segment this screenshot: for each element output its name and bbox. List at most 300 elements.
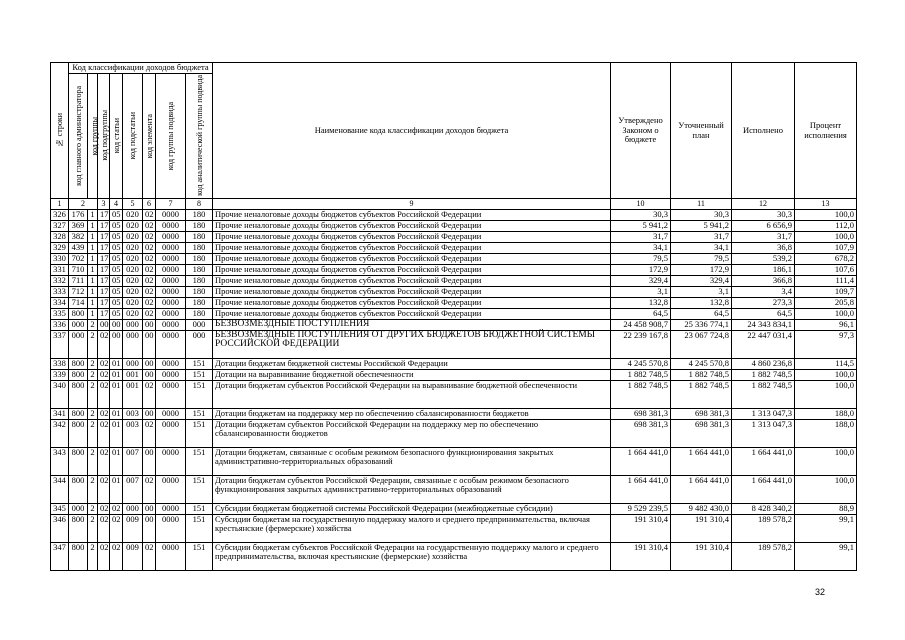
subtype-group-cell: 0000 [156,408,186,419]
subgroup-code-cell: 02 [98,447,110,475]
analytic-group-cell: 180 [186,231,213,242]
approved-amount-cell: 64,5 [611,308,671,319]
analytic-group-cell: 180 [186,275,213,286]
group-code-cell: 1 [88,308,98,319]
analytic-group-cell: 151 [186,380,213,408]
group-code-cell: 2 [88,369,98,380]
percent-cell: 112,0 [795,220,857,231]
subgroup-code-cell: 02 [98,503,110,514]
budget-income-table-page [50,62,856,571]
approved-amount-cell: 1 664 441,0 [611,475,671,503]
income-name-cell: Субсидии бюджетам субъектов Российской Федерации на государственную поддержку малого и среднего предпринимательства, включая крестьянские (фермерские) хозяйства [213,542,611,570]
revised-amount-cell: 64,5 [671,308,732,319]
table-row [51,503,857,514]
subtype-group-cell: 0000 [156,369,186,380]
row-number-cell: 333 [51,286,69,297]
analytic-group-cell: 180 [186,242,213,253]
row-number-cell: 328 [51,231,69,242]
row-number-cell: 347 [51,542,69,570]
percent-cell: 111,4 [795,275,857,286]
budget-income-table [50,62,857,571]
revised-amount-cell: 329,4 [671,275,732,286]
revised-amount-cell: 1 882 748,5 [671,369,732,380]
admin-code-cell: 710 [69,264,88,275]
article-code-cell: 01 [110,419,123,447]
subtype-group-cell: 0000 [156,220,186,231]
approved-amount-cell: 191 310,4 [611,542,671,570]
subtype-group-cell: 0000 [156,242,186,253]
article-code-cell: 05 [110,242,123,253]
approved-amount-cell: 191 310,4 [611,514,671,542]
percent-cell: 100,0 [795,475,857,503]
row-number-cell: 335 [51,308,69,319]
article-code-cell: 01 [110,475,123,503]
group-code-cell: 1 [88,275,98,286]
table-row [51,447,857,475]
table-row [51,419,857,447]
element-code-cell: 02 [143,308,156,319]
executed-amount-cell: 30,3 [732,209,795,220]
article-code-cell: 01 [110,358,123,369]
group-code-cell: 1 [88,297,98,308]
group-code-cell: 2 [88,542,98,570]
element-code-cell: 02 [143,275,156,286]
column-number: 1 [51,199,69,210]
revised-amount-cell: 23 067 724,8 [671,330,732,358]
column-number: 3 [98,199,110,210]
table-row [51,319,857,330]
article-code-cell: 05 [110,297,123,308]
article-code-cell: 02 [110,503,123,514]
admin-code-cell: 800 [69,514,88,542]
subgroup-code-cell: 02 [98,358,110,369]
element-code-cell: 02 [143,380,156,408]
element-code-cell: 00 [143,358,156,369]
table-row [51,542,857,570]
revised-amount-cell: 132,8 [671,297,732,308]
admin-code-cell: 176 [69,209,88,220]
percent-cell: 99,1 [795,542,857,570]
revised-amount-cell: 34,1 [671,242,732,253]
revised-amount-cell: 4 245 570,8 [671,358,732,369]
income-name-cell: Прочие неналоговые доходы бюджетов субъектов Российской Федерации [213,297,611,308]
percent-cell: 97,3 [795,330,857,358]
executed-amount-cell: 186,1 [732,264,795,275]
element-code-cell: 00 [143,330,156,358]
subgroup-code-cell: 02 [98,542,110,570]
column-number: 5 [123,199,143,210]
percent-cell: 100,0 [795,380,857,408]
subtype-group-cell: 0000 [156,514,186,542]
group-code-cell: 2 [88,330,98,358]
analytic-group-cell: 000 [186,319,213,330]
group-code-cell: 1 [88,220,98,231]
subgroup-code-cell: 17 [98,275,110,286]
table-row [51,286,857,297]
executed-amount-cell: 1 664 441,0 [732,475,795,503]
admin-code-cell: 800 [69,419,88,447]
revised-amount-cell: 30,3 [671,209,732,220]
analytic-group-cell: 151 [186,419,213,447]
subtype-group-cell: 0000 [156,447,186,475]
approved-header: Утверждено Законом о бюджете [611,63,671,199]
executed-amount-cell: 1 664 441,0 [732,447,795,475]
analytic-group-cell: 000 [186,330,213,358]
subtype-group-cell: 0000 [156,380,186,408]
admin-code-cell: 369 [69,220,88,231]
revised-amount-cell: 3,1 [671,286,732,297]
article-code-cell: 05 [110,253,123,264]
table-row [51,380,857,408]
executed-header: Исполнено [732,63,795,199]
row-number-cell: 346 [51,514,69,542]
percent-cell: 114,5 [795,358,857,369]
subtype-group-cell: 0000 [156,231,186,242]
executed-amount-cell: 24 343 834,1 [732,319,795,330]
row-number-cell: 338 [51,358,69,369]
table-row [51,242,857,253]
admin-code-cell: 712 [69,286,88,297]
table-row [51,358,857,369]
table-row [51,369,857,380]
group-code-cell: 2 [88,419,98,447]
subgroup-code-cell: 17 [98,209,110,220]
subgroup-code-cell: 17 [98,308,110,319]
analytic-group-cell: 180 [186,220,213,231]
subtype-group-cell: 0000 [156,264,186,275]
table-row [51,253,857,264]
percent-cell: 678,2 [795,253,857,264]
article-code-cell: 01 [110,369,123,380]
revised-amount-cell: 1 882 748,5 [671,380,732,408]
group-code-cell: 1 [88,264,98,275]
page-number: 32 [815,587,826,597]
revised-amount-cell: 1 664 441,0 [671,475,732,503]
subarticle-code-cell: 000 [123,319,143,330]
executed-amount-cell: 366,8 [732,275,795,286]
column-number: 9 [213,199,611,210]
approved-amount-cell: 3,1 [611,286,671,297]
element-code-cell: 02 [143,264,156,275]
row-number-cell: 327 [51,220,69,231]
subgroup-code-cell: 17 [98,220,110,231]
element-code-cell: 02 [143,242,156,253]
approved-amount-cell: 9 529 239,5 [611,503,671,514]
column-number-row [51,199,857,210]
percent-cell: 188,0 [795,408,857,419]
subgroup-code-cell: 17 [98,286,110,297]
percent-cell: 205,8 [795,297,857,308]
approved-amount-cell: 5 941,2 [611,220,671,231]
income-name-cell: Дотации бюджетам субъектов Российской Федерации на выравнивание бюджетной обеспеченности [213,380,611,408]
subarticle-code-cell: 000 [123,330,143,358]
subtype-group-cell: 0000 [156,358,186,369]
admin-code-cell: 000 [69,319,88,330]
subtype-group-cell: 0000 [156,275,186,286]
article-code-cell: 02 [110,514,123,542]
row-number-cell: 342 [51,419,69,447]
analytic-group-header: код аналитической группы подвида [186,73,213,199]
subgroup-code-cell: 17 [98,297,110,308]
income-name-cell: БЕЗВОЗМЕЗДНЫЕ ПОСТУПЛЕНИЯ [213,319,611,330]
header-row-top [51,63,857,74]
subtype-group-cell: 0000 [156,503,186,514]
approved-amount-cell: 79,5 [611,253,671,264]
executed-amount-cell: 6 656,9 [732,220,795,231]
analytic-group-cell: 180 [186,209,213,220]
percent-cell: 99,1 [795,514,857,542]
percent-cell: 100,0 [795,447,857,475]
name-header: Наименование кода классификации доходов бюджета [213,63,611,199]
analytic-group-cell: 180 [186,264,213,275]
executed-amount-cell: 22 447 031,4 [732,330,795,358]
subgroup-code-header: код подгруппы [98,73,110,199]
executed-amount-cell: 189 578,2 [732,514,795,542]
element-code-cell: 02 [143,209,156,220]
percent-cell: 88,9 [795,503,857,514]
percent-cell: 100,0 [795,369,857,380]
income-name-cell: Дотации бюджетам, связанные с особым режимом безопасного функционирования закрытых административно-территориальных образований [213,447,611,475]
subgroup-code-cell: 02 [98,514,110,542]
approved-amount-cell: 34,1 [611,242,671,253]
subarticle-code-cell: 000 [123,503,143,514]
income-name-cell: Дотации на выравнивание бюджетной обеспеченности [213,369,611,380]
percent-cell: 188,0 [795,419,857,447]
revised-amount-cell: 698 381,3 [671,419,732,447]
revised-amount-cell: 1 664 441,0 [671,447,732,475]
admin-code-cell: 800 [69,408,88,419]
element-code-cell: 00 [143,319,156,330]
subgroup-code-cell: 17 [98,253,110,264]
article-code-cell: 05 [110,275,123,286]
admin-code-cell: 000 [69,503,88,514]
group-code-cell: 2 [88,475,98,503]
subgroup-code-cell: 02 [98,330,110,358]
subtype-group-cell: 0000 [156,542,186,570]
executed-amount-cell: 8 428 340,2 [732,503,795,514]
subgroup-code-cell: 17 [98,242,110,253]
income-name-cell: Дотации бюджетам субъектов Российской Федерации на поддержку мер по обеспечению сбалансированности бюджетов [213,419,611,447]
revised-header: Уточненный план [671,63,732,199]
row-number-cell: 337 [51,330,69,358]
income-name-cell: Прочие неналоговые доходы бюджетов субъектов Российской Федерации [213,264,611,275]
analytic-group-cell: 180 [186,253,213,264]
group-code-cell: 1 [88,209,98,220]
analytic-group-cell: 180 [186,308,213,319]
revised-amount-cell: 191 310,4 [671,514,732,542]
article-code-header: код статьи [110,73,123,199]
subarticle-code-cell: 007 [123,447,143,475]
subtype-group-cell: 0000 [156,209,186,220]
income-name-cell: Прочие неналоговые доходы бюджетов субъектов Российской Федерации [213,209,611,220]
row-number-cell: 330 [51,253,69,264]
table-row [51,308,857,319]
income-name-cell: Прочие неналоговые доходы бюджетов субъектов Российской Федерации [213,308,611,319]
subarticle-code-cell: 000 [123,358,143,369]
income-name-cell: Прочие неналоговые доходы бюджетов субъектов Российской Федерации [213,231,611,242]
approved-amount-cell: 1 882 748,5 [611,369,671,380]
subarticle-code-cell: 020 [123,253,143,264]
table-row [51,275,857,286]
executed-amount-cell: 539,2 [732,253,795,264]
revised-amount-cell: 25 336 774,1 [671,319,732,330]
column-number: 8 [186,199,213,210]
analytic-group-cell: 180 [186,286,213,297]
table-row [51,330,857,358]
article-code-cell: 01 [110,380,123,408]
column-number: 6 [143,199,156,210]
revised-amount-cell: 5 941,2 [671,220,732,231]
row-number-cell: 329 [51,242,69,253]
admin-code-cell: 800 [69,369,88,380]
group-code-header: код группы [88,73,98,199]
element-code-cell: 00 [143,514,156,542]
group-code-cell: 2 [88,319,98,330]
percent-header: Процент исполнения [795,63,857,199]
article-code-cell: 01 [110,408,123,419]
subgroup-code-cell: 02 [98,475,110,503]
income-name-cell: Субсидии бюджетам бюджетной системы Российской Федерации (межбюджетные субсидии) [213,503,611,514]
row-number-cell: 334 [51,297,69,308]
percent-cell: 109,7 [795,286,857,297]
article-code-cell: 05 [110,209,123,220]
analytic-group-cell: 151 [186,503,213,514]
row-number-cell: 345 [51,503,69,514]
admin-code-cell: 702 [69,253,88,264]
group-code-cell: 2 [88,514,98,542]
income-name-cell: Дотации бюджетам субъектов Российской Федерации, связанные с особым режимом безопасного функционирования закрытых административно-территориальных образований [213,475,611,503]
subtype-group-cell: 0000 [156,319,186,330]
article-code-cell: 01 [110,447,123,475]
executed-amount-cell: 189 578,2 [732,542,795,570]
income-name-cell: Прочие неналоговые доходы бюджетов субъектов Российской Федерации [213,242,611,253]
approved-amount-cell: 24 458 908,7 [611,319,671,330]
subarticle-code-cell: 020 [123,297,143,308]
group-code-cell: 2 [88,503,98,514]
income-name-cell: Субсидии бюджетам на государственную поддержку малого и среднего предпринимательства, включая крестьянские (фермерские) хозяйства [213,514,611,542]
article-code-cell: 05 [110,308,123,319]
element-code-cell: 00 [143,503,156,514]
analytic-group-cell: 151 [186,408,213,419]
article-code-cell: 05 [110,231,123,242]
subarticle-code-header: код подстатьи [123,73,143,199]
subgroup-code-cell: 02 [98,419,110,447]
element-code-cell: 02 [143,419,156,447]
admin-code-cell: 800 [69,447,88,475]
executed-amount-cell: 4 860 236,8 [732,358,795,369]
article-code-cell: 02 [110,542,123,570]
table-row [51,297,857,308]
table-row [51,514,857,542]
executed-amount-cell: 273,3 [732,297,795,308]
column-number: 13 [795,199,857,210]
percent-cell: 107,9 [795,242,857,253]
subgroup-code-cell: 17 [98,231,110,242]
admin-code-cell: 800 [69,308,88,319]
group-code-cell: 2 [88,380,98,408]
article-code-cell: 00 [110,319,123,330]
table-body [51,199,857,571]
element-code-cell: 00 [143,408,156,419]
admin-code-cell: 439 [69,242,88,253]
approved-amount-cell: 329,4 [611,275,671,286]
subarticle-code-cell: 020 [123,275,143,286]
row-number-cell: 343 [51,447,69,475]
classification-code-header: Код классификации доходов бюджета [69,63,213,74]
income-name-cell: Дотации бюджетам бюджетной системы Российской Федерации [213,358,611,369]
row-number-cell: 326 [51,209,69,220]
executed-amount-cell: 1 313 047,3 [732,408,795,419]
admin-code-cell: 800 [69,542,88,570]
table-row [51,264,857,275]
revised-amount-cell: 9 482 430,0 [671,503,732,514]
income-name-cell: БЕЗВОЗМЕЗДНЫЕ ПОСТУПЛЕНИЯ ОТ ДРУГИХ БЮДЖЕТОВ БЮДЖЕТНОЙ СИСТЕМЫ РОССИЙСКОЙ ФЕДЕРАЦИИ [213,330,611,358]
subarticle-code-cell: 020 [123,209,143,220]
approved-amount-cell: 31,7 [611,231,671,242]
revised-amount-cell: 31,7 [671,231,732,242]
row-number-cell: 336 [51,319,69,330]
row-number-cell: 339 [51,369,69,380]
revised-amount-cell: 79,5 [671,253,732,264]
subarticle-code-cell: 003 [123,419,143,447]
table-row [51,220,857,231]
subtype-group-cell: 0000 [156,253,186,264]
percent-cell: 107,6 [795,264,857,275]
group-code-cell: 1 [88,242,98,253]
approved-amount-cell: 698 381,3 [611,408,671,419]
column-number: 2 [69,199,98,210]
admin-code-cell: 800 [69,380,88,408]
income-name-cell: Прочие неналоговые доходы бюджетов субъектов Российской Федерации [213,286,611,297]
subarticle-code-cell: 020 [123,264,143,275]
article-code-cell: 05 [110,220,123,231]
subarticle-code-cell: 009 [123,542,143,570]
admin-code-cell: 714 [69,297,88,308]
subarticle-code-cell: 003 [123,408,143,419]
subarticle-code-cell: 020 [123,242,143,253]
approved-amount-cell: 698 381,3 [611,419,671,447]
percent-cell: 96,1 [795,319,857,330]
admin-code-cell: 800 [69,358,88,369]
subarticle-code-cell: 020 [123,286,143,297]
row-number-cell: 340 [51,380,69,408]
analytic-group-cell: 151 [186,369,213,380]
subarticle-code-cell: 009 [123,514,143,542]
group-code-cell: 2 [88,408,98,419]
subgroup-code-cell: 02 [98,408,110,419]
table-row [51,209,857,220]
percent-cell: 100,0 [795,308,857,319]
admin-code-header: код главного администратора [69,73,88,199]
group-code-cell: 2 [88,358,98,369]
approved-amount-cell: 22 239 167,8 [611,330,671,358]
executed-amount-cell: 1 882 748,5 [732,380,795,408]
subgroup-code-cell: 02 [98,369,110,380]
subtype-group-cell: 0000 [156,419,186,447]
row-number-cell: 341 [51,408,69,419]
table-row [51,408,857,419]
subtype-group-cell: 0000 [156,475,186,503]
element-code-cell: 02 [143,297,156,308]
analytic-group-cell: 151 [186,358,213,369]
article-code-cell: 05 [110,264,123,275]
subtype-group-cell: 0000 [156,297,186,308]
column-number: 4 [110,199,123,210]
executed-amount-cell: 1 313 047,3 [732,419,795,447]
column-number: 7 [156,199,186,210]
group-code-cell: 1 [88,286,98,297]
income-name-cell: Прочие неналоговые доходы бюджетов субъектов Российской Федерации [213,220,611,231]
